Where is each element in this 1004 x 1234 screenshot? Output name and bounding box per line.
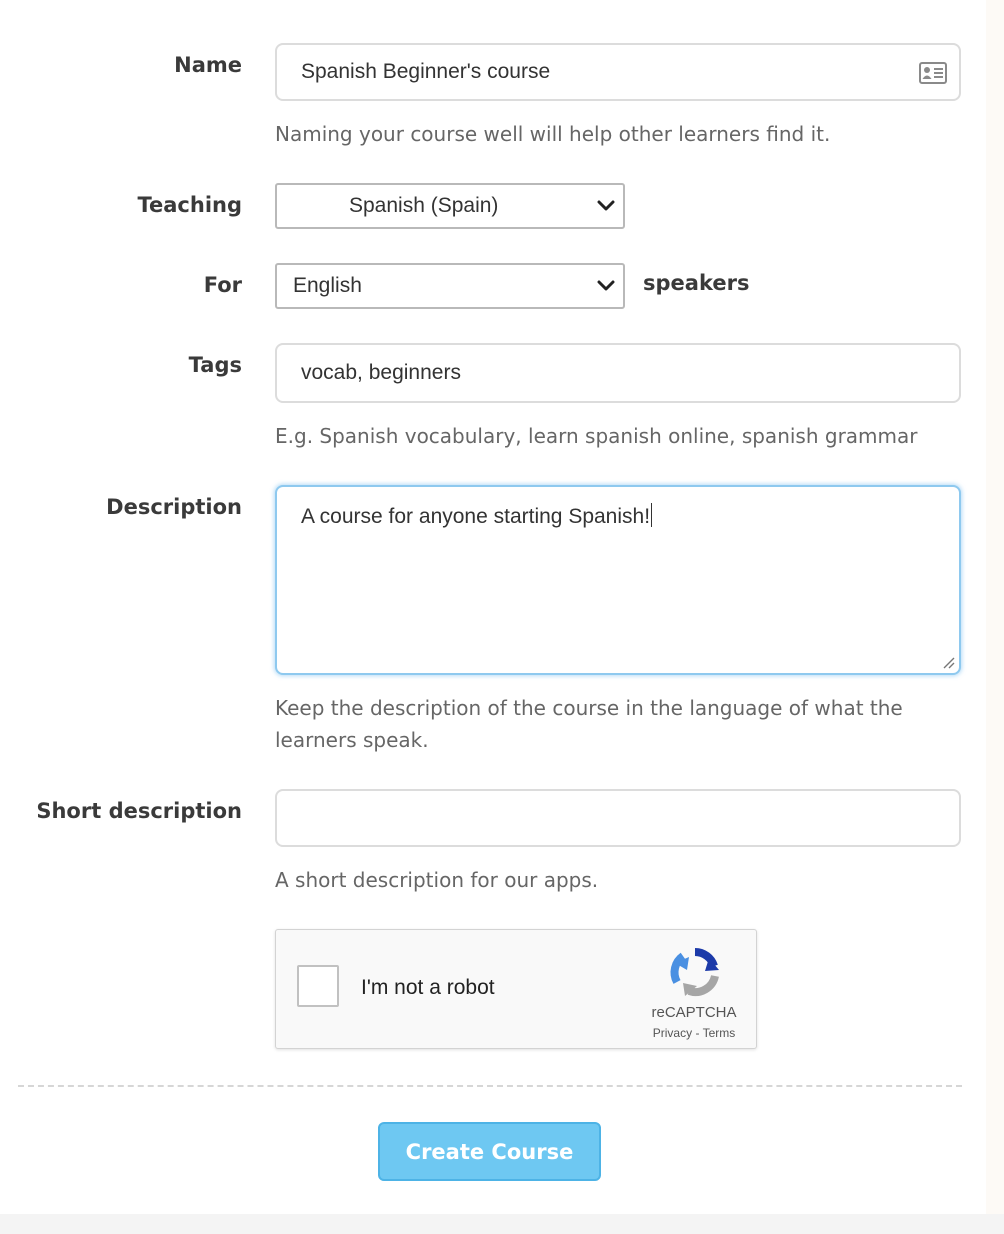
page-footer-edge (0, 1214, 1004, 1234)
captcha-checkbox[interactable] (297, 965, 339, 1007)
chevron-down-icon (597, 278, 615, 294)
description-help-text: Keep the description of the course in the language of what the learners speak. (275, 696, 903, 752)
page-edge (986, 0, 1004, 1234)
recaptcha-logo-icon (669, 946, 721, 998)
chevron-down-icon (597, 198, 615, 214)
short-description-input[interactable] (275, 789, 961, 847)
for-select-value: English (293, 274, 362, 297)
name-input[interactable] (275, 43, 961, 101)
captcha-label: I'm not a robot (361, 976, 495, 999)
description-textarea[interactable] (275, 485, 961, 675)
create-course-button[interactable]: Create Course (378, 1122, 601, 1181)
tags-input-value: vocab, beginners (301, 361, 461, 384)
tags-input[interactable] (275, 343, 961, 403)
for-select[interactable] (275, 263, 625, 309)
form-divider (18, 1085, 962, 1087)
terms-link[interactable]: Terms (702, 1026, 736, 1040)
recaptcha-widget (275, 929, 757, 1049)
recaptcha-brand: reCAPTCHA (651, 1004, 737, 1021)
recaptcha-links (631, 1026, 757, 1040)
short-description-label: Short description (36, 799, 242, 823)
short-description-help-text: A short description for our apps. (275, 868, 599, 892)
name-input-value: Spanish Beginner's course (301, 60, 551, 83)
for-label: For (203, 273, 242, 297)
privacy-link[interactable]: Privacy (652, 1026, 693, 1040)
teaching-label: Teaching (137, 193, 242, 217)
resize-handle-icon[interactable] (941, 655, 955, 669)
contact-card-icon[interactable] (919, 62, 947, 84)
name-help-text: Naming your course well will help other learners find it. (275, 122, 831, 146)
links-separator: - (692, 1026, 703, 1040)
text-caret (651, 503, 652, 527)
speakers-suffix: speakers (643, 271, 750, 295)
name-label: Name (174, 53, 242, 77)
tags-help-text: E.g. Spanish vocabulary, learn spanish online, spanish grammar (275, 424, 918, 448)
description-textarea-value: A course for anyone starting Spanish! (301, 505, 651, 528)
tags-label: Tags (188, 353, 242, 377)
description-label: Description (106, 495, 242, 519)
teaching-select[interactable] (275, 183, 625, 229)
teaching-select-value: Spanish (Spain) (349, 194, 499, 217)
